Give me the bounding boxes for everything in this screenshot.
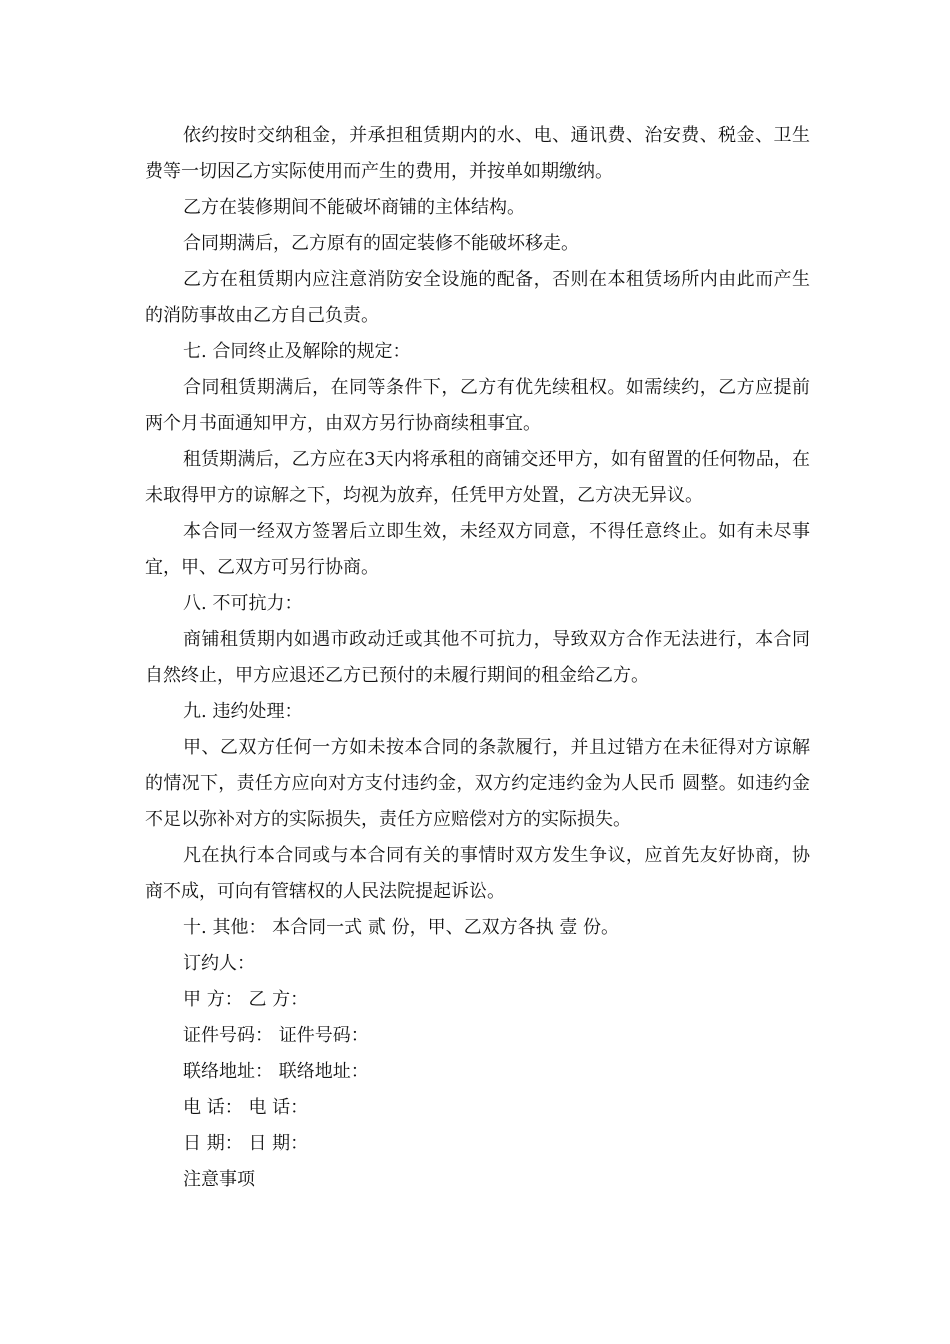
signature-address: 联络地址： 联络地址：: [183, 1061, 369, 1082]
paragraph-effective-date: 本合同一经双方签署后立即生效，未经双方同意，不得任意终止。如有未尽事宜，甲、乙双方可另行协商。: [145, 521, 810, 578]
contract-body: [145, 118, 810, 1198]
paragraph-fire-safety: 乙方在租赁期内应注意消防安全设施的配备，否则在本租赁场所内由此而产生的消防事故由乙方自己负责。: [145, 269, 810, 326]
paragraph-return-shop: 租赁期满后，乙方应在3天内将承租的商铺交还甲方，如有留置的任何物品，在未取得甲方的谅解之下，均视为放弃，任凭甲方处置，乙方决无异议。: [145, 449, 810, 506]
section-heading-force-majeure: 八. 不可抗力：: [183, 593, 303, 614]
paragraph-rent-payment: 依约按时交纳租金，并承担租赁期内的水、电、通讯费、治安费、税金、卫生费等一切因乙方实际使用而产生的费用，并按单如期缴纳。: [145, 125, 810, 182]
paragraph-penalty: 甲、乙双方任何一方如未按本合同的条款履行，并且过错方在未征得对方谅解的情况下，责任方应向对方支付违约金，双方约定违约金为人民币 圆整。如违约金不足以弥补对方的实际损失，责任方应赔偿对方的实际损失。: [145, 737, 810, 830]
signatory-label: 订约人：: [183, 953, 255, 974]
signature-phone: 电 话： 电 话：: [183, 1097, 309, 1118]
paragraph-renovation-structure: 乙方在装修期间不能破坏商铺的主体结构。: [183, 197, 525, 218]
notes-heading: 注意事项: [183, 1169, 255, 1190]
signature-date: 日 期： 日 期：: [183, 1133, 309, 1154]
section-heading-termination: 七. 合同终止及解除的规定：: [183, 341, 411, 362]
section-heading-breach: 九. 违约处理：: [183, 701, 303, 722]
signature-parties: 甲 方： 乙 方：: [183, 989, 309, 1010]
section-heading-other: 十. 其他： 本合同一式 贰 份，甲、乙双方各执 壹 份。: [183, 917, 620, 938]
signature-id-number: 证件号码： 证件号码：: [183, 1025, 369, 1046]
paragraph-force-majeure: 商铺租赁期内如遇市政动迁或其他不可抗力，导致双方合作无法进行，本合同自然终止，甲方应退还乙方已预付的未履行期间的租金给乙方。: [145, 629, 810, 686]
paragraph-fixed-decoration: 合同期满后，乙方原有的固定装修不能破坏移走。: [183, 233, 579, 254]
paragraph-renewal-priority: 合同租赁期满后，在同等条件下，乙方有优先续租权。如需续约，乙方应提前两个月书面通知甲方，由双方另行协商续租事宜。: [145, 377, 810, 434]
paragraph-dispute: 凡在执行本合同或与本合同有关的事情时双方发生争议，应首先友好协商，协商不成，可向有管辖权的人民法院提起诉讼。: [145, 845, 810, 902]
